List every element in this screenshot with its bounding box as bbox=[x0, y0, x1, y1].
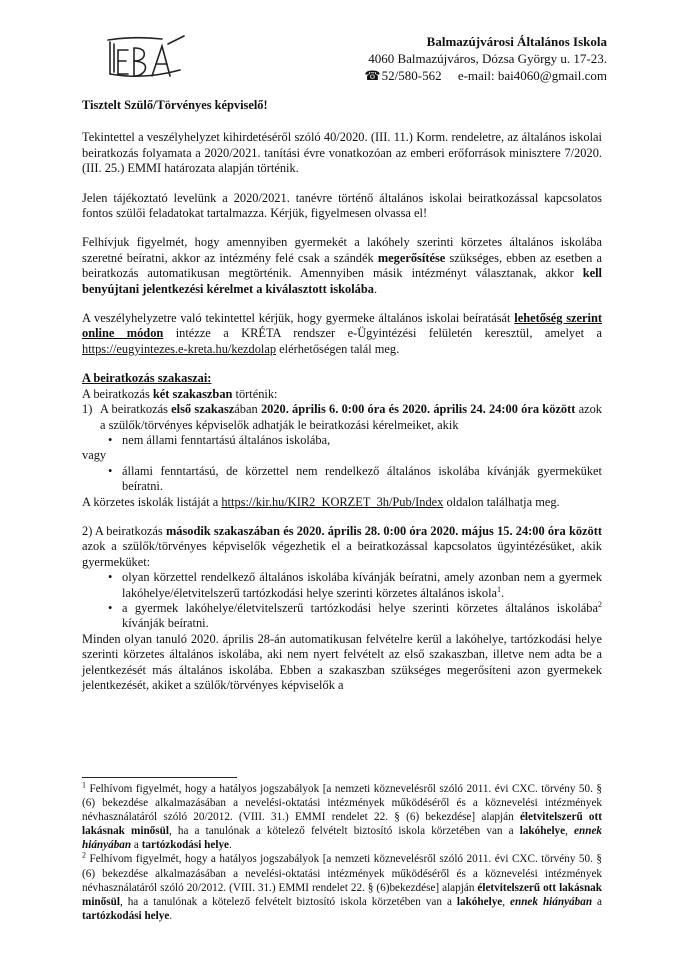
stage-one: 1) A beiratkozás első szakaszában 2020. április 6. 0:00 óra és 2020. április 24. 24:00 óra között azok a szülők/törvényes képviselők adhatják le beiratkozási kérelmeiket, akik bbox=[82, 402, 602, 432]
kreta-link[interactable]: https://eugyintezes.e-kreta.hu/kezdolap bbox=[82, 341, 277, 356]
footnote-1: $^1$ Felhívom figyelmét, hogy a hatályos jogszabályok [a nemzeti köznevelésről szóló 2011. évi CXC. törvény 50. § (6) bekezdése alkalmazásában a nevelési-oktatási intézmények működéséről és a köznevelési intézmények névhasználatáról szóló 20/2012. (VIII. 31.) EMMI rendelet 22. § (6) bekezdése] alapján életvitelszerű ott lakásnak minősül, ha a tanulónak a kötelező felvételt biztosító iskola körzetében van a lakóhelye, ennek hiányában a tartózkodási helye. bbox=[82, 780, 602, 852]
kir-link[interactable]: https://kir.hu/KIR2_KORZET_3h/Pub/Index bbox=[221, 494, 444, 509]
phone-number: 52/580-562 bbox=[381, 68, 442, 83]
stage-two-bullet: • a gyermek lakóhelye/életvitelszerű tartózkodási helye szerinti körzetes általános iskolába$^2$ kívánják beíratni. bbox=[108, 599, 602, 631]
school-logo bbox=[104, 30, 196, 82]
stage-one-bullet: • nem állami fenntartású általános iskolába, bbox=[108, 432, 331, 447]
school-name: Balmazújvárosi Általános Iskola bbox=[426, 34, 607, 49]
school-address: 4060 Balmazújváros, Dózsa György u. 17-23. bbox=[368, 51, 607, 66]
bullet-icon: • bbox=[108, 570, 113, 585]
district-list-note: A körzetes iskolák listáját a https://kir.hu/KIR2_KORZET_3h/Pub/Index oldalon találhatja meg. bbox=[82, 494, 560, 509]
paragraph-purpose: Jelen tájékoztató levelünk a 2020/2021. tanévre történő általános iskolai beiratkozással kapcsolatos fontos szülői feladatokat tartalmazza. Kérjük, figyelmesen olvassa el! bbox=[82, 190, 602, 221]
letter-body bbox=[82, 98, 602, 693]
closing-paragraph: Minden olyan tanuló 2020. április 28-án automatikusan felvételre kerül a lakóhelye, tartózkodási helye szerinti körzetes általános iskolába, aki nem nyert felvételt az első szakaszban, illetve nem adta be a jelentkezését más általános iskolába. Ebben a szakaszban szükséges megerősíteni azon gyermekek jelentkezését, akiket a szülők/törvényes képviselők a bbox=[82, 631, 602, 692]
bullet-icon: • bbox=[108, 432, 113, 447]
stage-two-bullet: • olyan körzettel rendelkező általános iskolába kívánják beíratni, amely azonban nem a gyermek lakóhelye/életvitelszerű tartózkodási helye szerinti körzetes általános iskola$^1$. bbox=[108, 570, 602, 600]
section-intro: A beiratkozás két szakaszban történik: bbox=[82, 386, 278, 401]
salutation: Tisztelt Szülő/Törvényes képviselő! bbox=[82, 98, 268, 112]
stage-two: 2) A beiratkozás második szakaszában és 2020. április 28. 0:00 óra 2020. május 15. 24:00 óra között azok a szülők/törvényes képviselők végezhetik el a beiratkozással kapcsolatos ügyintézésüket, akik gyermeküket: bbox=[82, 523, 602, 569]
paragraph-decree: Tekintettel a veszélyhelyzet kihirdetéséről szóló 40/2020. (III. 11.) Korm. rendeletre, az általános iskolai beiratkozás folyamata a 2020/2021. tanítási évre vonatkozóan az emberi erőforrások minisztere 7/2020. (III. 25.) EMMI határozata alapján történik. bbox=[82, 130, 602, 176]
footnotes bbox=[82, 777, 602, 923]
contact-line bbox=[364, 67, 607, 84]
letterhead bbox=[364, 33, 607, 84]
email-label: e-mail: bbox=[457, 68, 495, 83]
paragraph-district-school: Felhívjuk figyelmét, hogy amennyiben gyermekét a lakóhely szerinti körzetes általános iskolába szeretné beíratni, akkor az intézmény felé csak a szándék megerősítése szükséges, ebben az esetben a beiratkozás automatikusan megtörténik. Amennyiben másik intézményt választanak, akkor kell benyújtani jelentkezési kérelmet a kiválasztott iskolába. bbox=[82, 235, 603, 296]
footnote-divider bbox=[82, 777, 237, 778]
section-title: A beiratkozás szakaszai: bbox=[82, 371, 212, 386]
paragraph-online: A veszélyhelyzetre való tekintettel kérjük, hogy gyermeke általános iskolai beíratását lehetőség szerint online módon intézze a KRÉTA rendszer e-Ügyintézési felületén keresztül, amelyet a https://eugyintezes.e-kreta.hu/kezdolap elérhetőségen talál meg. bbox=[82, 311, 602, 356]
or-text: vagy bbox=[82, 448, 107, 463]
footnote-2: $^2$ Felhívom figyelmét, hogy a hatályos jogszabályok [a nemzeti köznevelésről szóló 2011. évi CXC. törvény 50. § (6) bekezdése alkalmazásában a nevelési-oktatási intézmények működéséről és a köznevelési intézmények névhasználatáról szóló 20/2012. (VIII. 31.) EMMI rendelet 22. § (6)bekezdése] alapján életvitelszerű ott lakásnak minősül, ha a tanulónak a kötelező felvételt biztosító iskola körzetében van a lakóhelye, ennek hiányában a tartózkodási helye. bbox=[82, 850, 602, 922]
stage-one-bullet: • állami fenntartású, de körzettel nem rendelkező általános iskolába kívánják gyermeküket beíratni. bbox=[108, 463, 602, 494]
bullet-icon: • bbox=[108, 463, 113, 478]
phone-icon: ☎ bbox=[364, 68, 381, 83]
email-address[interactable]: bai4060@gmail.com bbox=[497, 68, 607, 83]
bullet-icon: • bbox=[108, 600, 113, 615]
